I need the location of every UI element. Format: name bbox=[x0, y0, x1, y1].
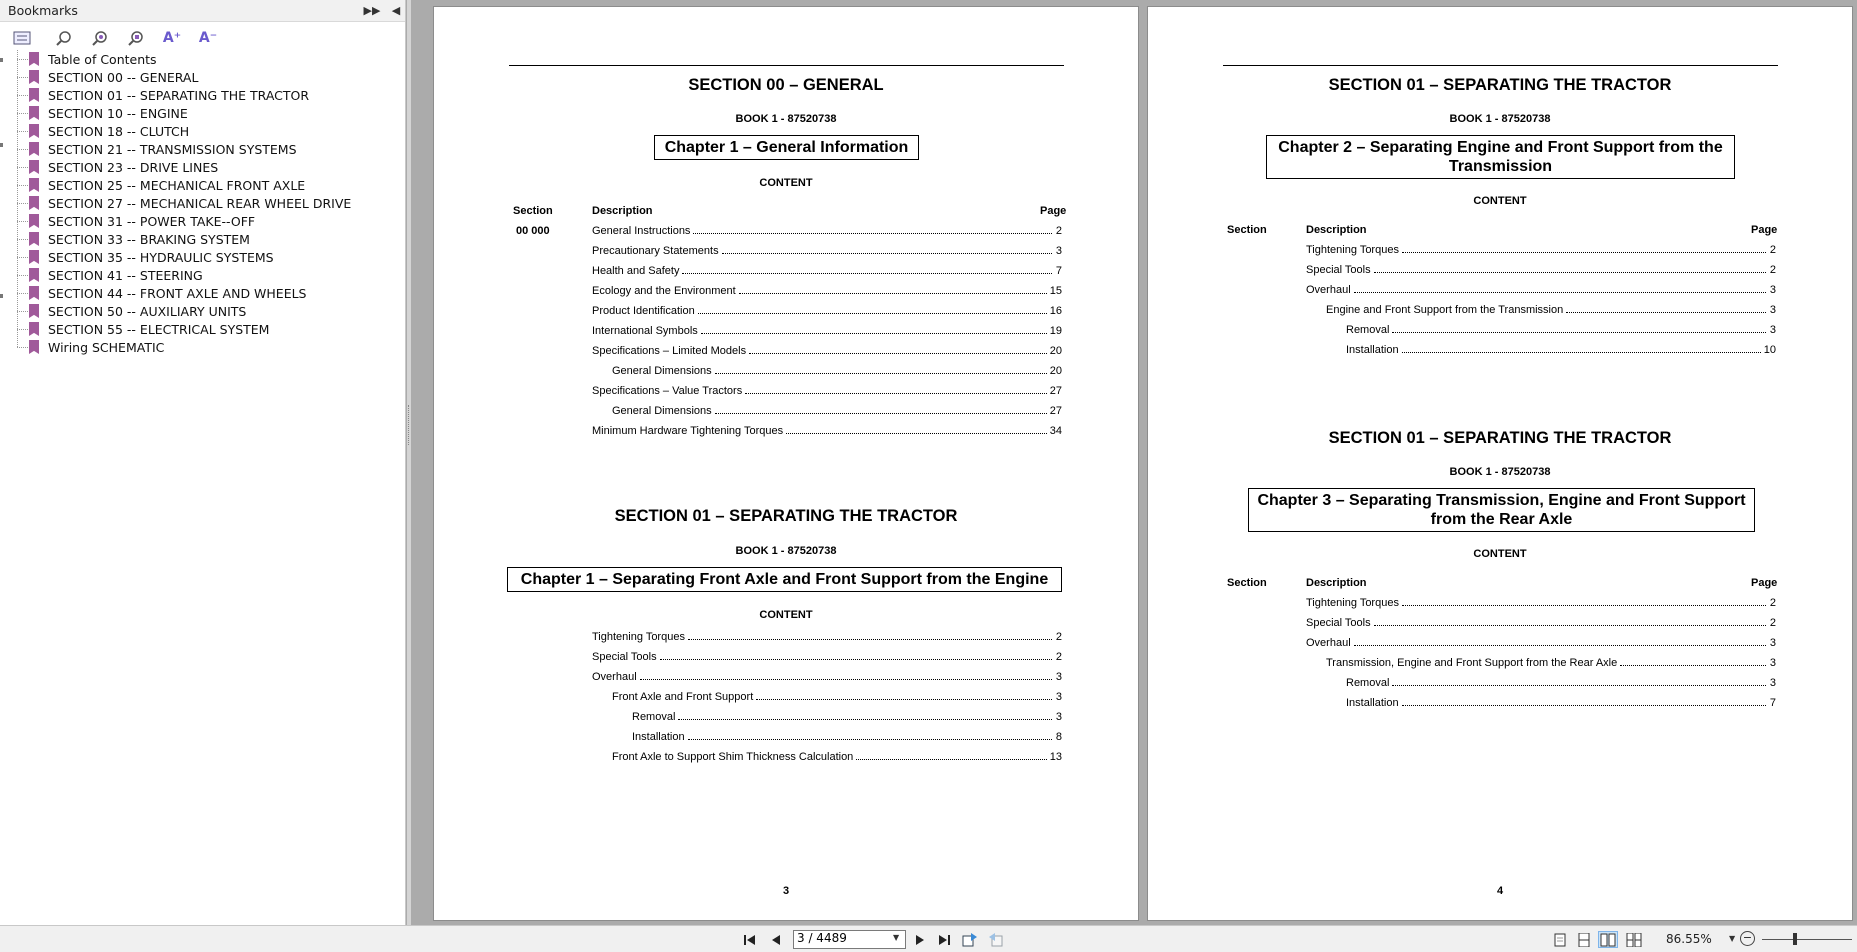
dot-leader bbox=[1374, 625, 1766, 626]
zoom-out-icon[interactable]: − bbox=[1740, 931, 1755, 946]
toc-entry[interactable] bbox=[592, 325, 1062, 339]
toc-page: 10 bbox=[1763, 344, 1776, 356]
bookmark-icon bbox=[29, 106, 39, 120]
column-header-description: Description bbox=[1306, 224, 1367, 236]
bookmark-item[interactable] bbox=[0, 176, 405, 194]
previous-page-button[interactable] bbox=[766, 931, 786, 948]
toc-entry[interactable] bbox=[592, 245, 1062, 259]
bookmark-icon bbox=[29, 124, 39, 138]
dot-leader bbox=[678, 719, 1052, 720]
toc-page: 19 bbox=[1049, 325, 1062, 337]
toc-page: 2 bbox=[1769, 597, 1776, 609]
section-title: SECTION 01 – SEPARATING THE TRACTOR bbox=[1328, 429, 1672, 447]
bookmark-label: SECTION 50 -- AUXILIARY UNITS bbox=[48, 303, 247, 319]
toc-entry[interactable] bbox=[1306, 637, 1776, 651]
zoom-slider-track[interactable] bbox=[1762, 939, 1852, 940]
toc-page: 3 bbox=[1055, 711, 1062, 723]
column-header-page: Page bbox=[1751, 224, 1778, 236]
dot-leader bbox=[1354, 645, 1766, 646]
bookmark-icon bbox=[29, 304, 39, 318]
toc-entry[interactable] bbox=[592, 651, 1062, 665]
bookmark-label: SECTION 01 -- SEPARATING THE TRACTOR bbox=[48, 87, 310, 103]
toc-page: 2 bbox=[1055, 631, 1062, 643]
find-bookmark-icon[interactable] bbox=[88, 27, 112, 49]
bookmark-label: Table of Contents bbox=[48, 51, 157, 67]
bookmark-icon bbox=[29, 160, 39, 174]
toc-description: Overhaul bbox=[592, 671, 637, 683]
bookmark-icon bbox=[29, 178, 39, 192]
toc-description: General Dimensions bbox=[612, 365, 712, 377]
toc-page: 27 bbox=[1049, 385, 1062, 397]
chapter-title-line-1: Chapter 2 – Separating Engine and Front Support from the bbox=[1278, 139, 1723, 156]
toc-page: 8 bbox=[1055, 731, 1062, 743]
toc-description: Removal bbox=[632, 711, 676, 723]
toc-entry[interactable] bbox=[1326, 304, 1776, 318]
collapse-panel-icon[interactable]: ◀ bbox=[391, 4, 401, 17]
dot-leader bbox=[640, 679, 1052, 680]
column-header-description: Description bbox=[592, 205, 653, 217]
bookmark-icon bbox=[29, 70, 39, 84]
toc-page: 2 bbox=[1769, 617, 1776, 629]
toc-page: 3 bbox=[1055, 245, 1062, 257]
top-rule bbox=[509, 65, 1064, 66]
toc-page: 16 bbox=[1049, 305, 1062, 317]
dot-leader bbox=[693, 233, 1052, 234]
dot-leader bbox=[1402, 352, 1761, 353]
toc-description: Front Axle to Support Shim Thickness Calculation bbox=[612, 751, 854, 763]
toc-page: 34 bbox=[1049, 425, 1062, 437]
bookmark-icon bbox=[29, 142, 39, 156]
bookmarks-titlebar bbox=[0, 0, 405, 22]
toc-description: Specifications – Value Tractors bbox=[592, 385, 743, 397]
toc-page: 7 bbox=[1055, 265, 1062, 277]
status-bar bbox=[0, 925, 1857, 952]
bookmark-item[interactable] bbox=[0, 284, 405, 302]
zoom-slider-thumb[interactable] bbox=[1793, 933, 1797, 945]
next-view-button[interactable] bbox=[986, 931, 1006, 948]
toc-description: Overhaul bbox=[1306, 637, 1351, 649]
chapter-title-line-2: Transmission bbox=[1448, 158, 1553, 175]
bookmark-icon bbox=[29, 214, 39, 228]
toc-description: Ecology and the Environment bbox=[592, 285, 736, 297]
toc-entry[interactable] bbox=[1306, 244, 1776, 258]
bookmark-icon bbox=[29, 322, 39, 336]
dot-leader bbox=[1374, 272, 1766, 273]
bookmark-item[interactable] bbox=[0, 212, 405, 230]
column-header-page: Page bbox=[1751, 577, 1778, 589]
bookmark-label: SECTION 41 -- STEERING bbox=[48, 267, 203, 283]
bookmark-item[interactable] bbox=[0, 50, 405, 68]
bookmark-icon bbox=[29, 52, 39, 66]
bookmark-label: SECTION 33 -- BRAKING SYSTEM bbox=[48, 231, 250, 247]
tree-connector bbox=[17, 95, 28, 96]
toc-description: Tightening Torques bbox=[592, 631, 685, 643]
page-number-field[interactable]: 3 / 4489 bbox=[793, 930, 906, 949]
facing-view-button[interactable] bbox=[1598, 931, 1618, 948]
toc-entry[interactable] bbox=[1306, 597, 1776, 611]
bookmark-label: SECTION 27 -- MECHANICAL REAR WHEEL DRIVE bbox=[48, 195, 352, 211]
dot-leader bbox=[1566, 312, 1766, 313]
tree-connector bbox=[17, 275, 28, 276]
chapter-title: Chapter 1 – General Information bbox=[654, 135, 919, 160]
zoom-level[interactable]: 86.55% bbox=[1666, 932, 1712, 946]
bookmark-label: SECTION 00 -- GENERAL bbox=[48, 69, 199, 85]
chevron-down-icon[interactable]: ▼ bbox=[893, 933, 900, 942]
toc-entry[interactable] bbox=[632, 731, 1062, 745]
bookmark-label: SECTION 55 -- ELECTRICAL SYSTEM bbox=[48, 321, 270, 337]
bookmark-icon bbox=[29, 250, 39, 264]
toc-description: Specifications – Limited Models bbox=[592, 345, 747, 357]
column-header-section: Section bbox=[513, 205, 553, 217]
tree-connector bbox=[17, 149, 28, 150]
toc-description: Minimum Hardware Tightening Torques bbox=[592, 425, 784, 437]
toc-description: General Instructions bbox=[592, 225, 691, 237]
last-page-button[interactable] bbox=[934, 931, 954, 948]
bookmark-item[interactable] bbox=[0, 230, 405, 248]
chapter-title bbox=[1266, 135, 1735, 179]
section-title: SECTION 00 – GENERAL bbox=[688, 76, 884, 94]
toc-entry[interactable] bbox=[592, 425, 1062, 439]
toc-entry[interactable] bbox=[1346, 677, 1776, 691]
toc-page: 2 bbox=[1055, 225, 1062, 237]
bookmark-label: SECTION 23 -- DRIVE LINES bbox=[48, 159, 219, 175]
toc-page: 2 bbox=[1769, 264, 1776, 276]
page-number: 4 bbox=[1496, 885, 1504, 897]
toc-description: Health and Safety bbox=[592, 265, 680, 277]
toc-description: Removal bbox=[1346, 324, 1390, 336]
column-header-page: Page bbox=[1040, 205, 1067, 217]
column-header-section: Section bbox=[1227, 577, 1267, 589]
book-label: BOOK 1 - 87520738 bbox=[1449, 466, 1551, 478]
dot-leader bbox=[1620, 665, 1766, 666]
dot-leader bbox=[1392, 685, 1766, 686]
dot-leader bbox=[660, 659, 1052, 660]
toc-entry[interactable] bbox=[1306, 617, 1776, 631]
content-label: CONTENT bbox=[759, 609, 813, 621]
toc-description: Overhaul bbox=[1306, 284, 1351, 296]
chevron-down-icon[interactable]: ▼ bbox=[1729, 934, 1736, 943]
toc-entry[interactable] bbox=[592, 385, 1062, 399]
bookmarks-panel bbox=[0, 0, 406, 925]
tree-connector bbox=[17, 311, 28, 312]
tree-connector bbox=[17, 77, 28, 78]
first-page-button[interactable] bbox=[740, 931, 760, 948]
bookmarks-title: Bookmarks bbox=[8, 3, 78, 18]
bookmark-label: SECTION 31 -- POWER TAKE--OFF bbox=[48, 213, 256, 229]
toc-entry[interactable] bbox=[1346, 697, 1776, 711]
tree-connector bbox=[17, 221, 28, 222]
toc-entry[interactable] bbox=[1306, 284, 1776, 298]
bookmark-icon bbox=[29, 286, 39, 300]
toc-page: 20 bbox=[1049, 345, 1062, 357]
dot-leader bbox=[682, 273, 1052, 274]
toc-page: 3 bbox=[1769, 304, 1776, 316]
tree-connector bbox=[17, 257, 28, 258]
bookmark-label: Wiring SCHEMATIC bbox=[48, 339, 165, 355]
chapter-title bbox=[1248, 488, 1755, 532]
dot-leader bbox=[688, 739, 1052, 740]
bookmark-item[interactable] bbox=[0, 302, 405, 320]
bookmark-icon bbox=[29, 268, 39, 282]
chapter-title: Chapter 1 – Separating Front Axle and Front Support from the Engine bbox=[507, 567, 1062, 592]
toc-page: 2 bbox=[1055, 651, 1062, 663]
continuous-facing-view-button[interactable] bbox=[1624, 931, 1644, 948]
toc-description: Front Axle and Front Support bbox=[612, 691, 754, 703]
toc-entry[interactable] bbox=[592, 671, 1062, 685]
toc-description: Installation bbox=[1346, 344, 1399, 356]
dot-leader bbox=[745, 393, 1047, 394]
dot-leader bbox=[756, 699, 1052, 700]
toc-page: 3 bbox=[1769, 284, 1776, 296]
splitter-grip[interactable] bbox=[408, 405, 410, 445]
bookmark-item[interactable] bbox=[0, 194, 405, 212]
bookmark-tree bbox=[0, 50, 405, 356]
toc-page: 7 bbox=[1769, 697, 1776, 709]
toc-description: Special Tools bbox=[1306, 617, 1371, 629]
tree-connector bbox=[17, 59, 28, 60]
toc-description: Tightening Torques bbox=[1306, 244, 1399, 256]
bookmark-label: SECTION 25 -- MECHANICAL FRONT AXLE bbox=[48, 177, 306, 193]
document-viewer[interactable] bbox=[411, 0, 1857, 925]
bookmark-label: SECTION 10 -- ENGINE bbox=[48, 105, 188, 121]
toc-description: Removal bbox=[1346, 677, 1390, 689]
toc-page: 3 bbox=[1769, 637, 1776, 649]
toc-page: 3 bbox=[1769, 657, 1776, 669]
bookmark-icon bbox=[29, 340, 39, 354]
bookmark-label: SECTION 21 -- TRANSMISSION SYSTEMS bbox=[48, 141, 297, 157]
section-code: 00 000 bbox=[516, 225, 550, 237]
dot-leader bbox=[698, 313, 1047, 314]
tree-connector bbox=[17, 131, 28, 132]
section-title: SECTION 01 – SEPARATING THE TRACTOR bbox=[1328, 76, 1672, 94]
toc-page: 3 bbox=[1769, 324, 1776, 336]
bookmark-label: SECTION 35 -- HYDRAULIC SYSTEMS bbox=[48, 249, 274, 265]
top-rule bbox=[1223, 65, 1778, 66]
content-label: CONTENT bbox=[1473, 195, 1527, 207]
dot-leader bbox=[749, 353, 1047, 354]
bookmark-item[interactable] bbox=[0, 68, 405, 86]
bookmark-item[interactable] bbox=[0, 104, 405, 122]
toc-entry[interactable] bbox=[612, 365, 1062, 379]
continuous-view-button[interactable] bbox=[1574, 931, 1594, 948]
dot-leader bbox=[739, 293, 1047, 294]
toc-entry[interactable] bbox=[1346, 324, 1776, 338]
toc-entry[interactable] bbox=[612, 405, 1062, 419]
toc-entry[interactable] bbox=[1346, 344, 1776, 358]
bookmark-item[interactable] bbox=[0, 158, 405, 176]
toc-description: Special Tools bbox=[1306, 264, 1371, 276]
tree-connector bbox=[17, 113, 28, 114]
bookmark-item[interactable] bbox=[0, 266, 405, 284]
toc-entry[interactable] bbox=[592, 285, 1062, 299]
toc-description: Tightening Torques bbox=[1306, 597, 1399, 609]
toc-entry[interactable] bbox=[592, 631, 1062, 645]
document-page-4 bbox=[1147, 6, 1853, 921]
document-page-3 bbox=[433, 6, 1139, 921]
book-label: BOOK 1 - 87520738 bbox=[1449, 113, 1551, 125]
toc-entry[interactable] bbox=[592, 345, 1062, 359]
next-page-button[interactable] bbox=[910, 931, 930, 948]
toc-page: 15 bbox=[1049, 285, 1062, 297]
toc-description: Precautionary Statements bbox=[592, 245, 719, 257]
previous-view-button[interactable] bbox=[960, 931, 980, 948]
dot-leader bbox=[688, 639, 1052, 640]
bookmark-item[interactable] bbox=[0, 140, 405, 158]
chapter-title-line-2: from the Rear Axle bbox=[1430, 511, 1573, 528]
tree-connector bbox=[17, 185, 28, 186]
bookmark-label: SECTION 44 -- FRONT AXLE AND WHEELS bbox=[48, 285, 307, 301]
bookmark-item[interactable] bbox=[0, 86, 405, 104]
font-increase-icon[interactable]: A⁺ bbox=[162, 30, 182, 46]
tree-connector bbox=[17, 239, 28, 240]
bookmark-item[interactable] bbox=[0, 122, 405, 140]
toc-entry[interactable] bbox=[612, 691, 1062, 705]
toc-entry[interactable] bbox=[592, 265, 1062, 279]
chapter-title-line-1: Chapter 3 – Separating Transmission, Engine and Front Support bbox=[1257, 492, 1746, 509]
toc-entry[interactable] bbox=[1306, 264, 1776, 278]
toc-page: 27 bbox=[1049, 405, 1062, 417]
single-page-view-button[interactable] bbox=[1550, 931, 1570, 948]
dot-leader bbox=[1402, 705, 1766, 706]
bookmark-icon bbox=[29, 88, 39, 102]
toc-entry[interactable] bbox=[612, 751, 1062, 765]
toc-page: 13 bbox=[1049, 751, 1062, 763]
section-title: SECTION 01 – SEPARATING THE TRACTOR bbox=[614, 507, 958, 525]
content-label: CONTENT bbox=[1473, 548, 1527, 560]
dot-leader bbox=[715, 373, 1047, 374]
dot-leader bbox=[856, 759, 1046, 760]
dot-leader bbox=[1402, 252, 1766, 253]
column-header-section: Section bbox=[1227, 224, 1267, 236]
toc-entry[interactable] bbox=[592, 225, 1062, 239]
tree-connector bbox=[17, 167, 28, 168]
book-label: BOOK 1 - 87520738 bbox=[735, 545, 837, 557]
dot-leader bbox=[1402, 605, 1766, 606]
tree-connector bbox=[17, 203, 28, 204]
tree-connector bbox=[17, 293, 28, 294]
toc-page: 3 bbox=[1055, 671, 1062, 683]
bookmark-item[interactable] bbox=[0, 338, 405, 356]
bookmark-icon bbox=[29, 232, 39, 246]
find-next-bookmark-icon[interactable] bbox=[124, 27, 148, 49]
toc-page: 3 bbox=[1055, 691, 1062, 703]
toc-description: Special Tools bbox=[592, 651, 657, 663]
bookmark-options-icon[interactable] bbox=[10, 27, 34, 49]
font-decrease-icon[interactable]: A⁻ bbox=[198, 30, 218, 46]
toc-description: Product Identification bbox=[592, 305, 695, 317]
bookmark-item[interactable] bbox=[0, 320, 405, 338]
dot-leader bbox=[715, 413, 1047, 414]
toc-entry[interactable] bbox=[592, 305, 1062, 319]
dot-leader bbox=[786, 433, 1047, 434]
toc-description: Engine and Front Support from the Transmission bbox=[1326, 304, 1564, 316]
dot-leader bbox=[1354, 292, 1766, 293]
toc-description: Installation bbox=[1346, 697, 1399, 709]
dot-leader bbox=[722, 253, 1052, 254]
toc-description: International Symbols bbox=[592, 325, 698, 337]
toc-page: 2 bbox=[1769, 244, 1776, 256]
dot-leader bbox=[701, 333, 1047, 334]
toc-description: General Dimensions bbox=[612, 405, 712, 417]
expand-bookmark-icon[interactable] bbox=[52, 27, 76, 49]
dot-leader bbox=[1392, 332, 1766, 333]
tree-connector bbox=[17, 347, 28, 348]
page-number: 3 bbox=[782, 885, 790, 897]
toc-description: Installation bbox=[632, 731, 685, 743]
toc-page: 3 bbox=[1769, 677, 1776, 689]
bookmark-label: SECTION 18 -- CLUTCH bbox=[48, 123, 190, 139]
toc-entry[interactable] bbox=[632, 711, 1062, 725]
column-header-description: Description bbox=[1306, 577, 1367, 589]
toc-page: 20 bbox=[1049, 365, 1062, 377]
toc-entry[interactable] bbox=[1326, 657, 1776, 671]
bookmark-icon bbox=[29, 196, 39, 210]
tree-connector bbox=[17, 329, 28, 330]
toc-description: Transmission, Engine and Front Support from the Rear Axle bbox=[1326, 657, 1618, 669]
expand-panel-icon[interactable]: ▶▶ bbox=[363, 4, 381, 17]
book-label: BOOK 1 - 87520738 bbox=[735, 113, 837, 125]
content-label: CONTENT bbox=[759, 177, 813, 189]
bookmark-item[interactable] bbox=[0, 248, 405, 266]
